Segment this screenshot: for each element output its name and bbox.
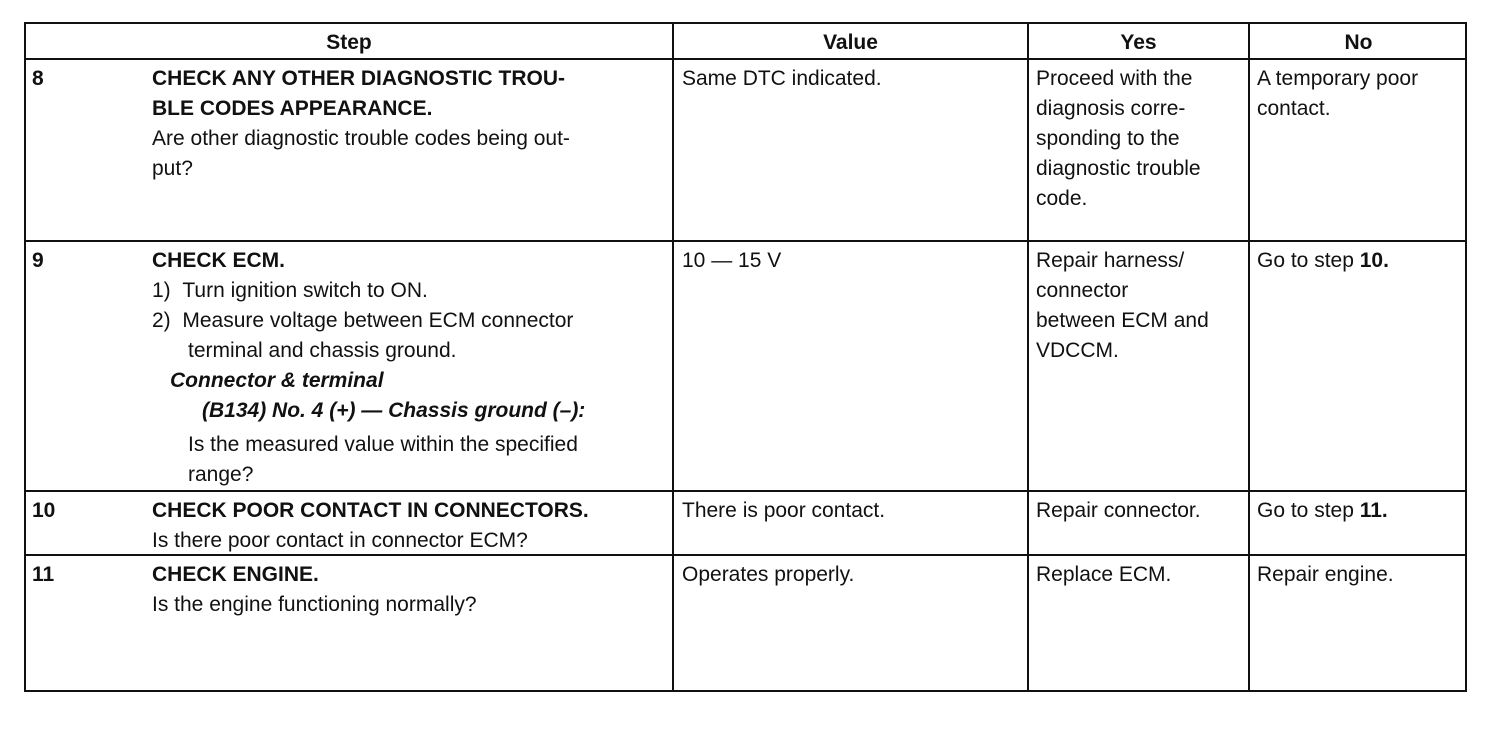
no-prefix: Go to step [1257,249,1360,272]
yes-line: between ECM and [1036,309,1209,332]
yes-line: diagnostic trouble [1036,157,1201,180]
step-title: CHECK ECM. [152,249,286,272]
table-row [26,60,1465,242]
header-yes: Yes [1027,24,1248,58]
procedure-text-continued: terminal and chassis ground. [188,339,457,362]
value-cell: There is poor contact. [672,492,1027,554]
step-number: 9 [32,249,44,272]
procedure-marker: 2) [152,309,171,332]
step-question-line: range? [188,463,254,486]
no-cell: Repair engine. [1248,556,1467,690]
step-cell [150,242,672,490]
step-cell [150,556,672,690]
procedure-step [152,276,668,306]
value-cell: Operates properly. [672,556,1027,690]
step-title: CHECK POOR CONTACT IN CONNECTORS. [152,499,589,522]
yes-line: Repair harness/ [1036,249,1185,272]
step-cell [150,60,672,240]
header-no: No [1248,24,1467,58]
yes-line: code. [1036,187,1088,210]
header-value: Value [672,24,1027,58]
yes-line: diagnosis corre- [1036,97,1186,120]
yes-cell [1027,242,1248,490]
yes-line: sponding to the [1036,127,1180,150]
no-step-ref: 11. [1359,499,1388,522]
step-number: 10 [32,499,56,522]
step-question: Is there poor contact in connector ECM? [152,529,528,552]
yes-cell: Replace ECM. [1027,556,1248,690]
no-step-ref: 10. [1359,249,1389,272]
yes-cell [1027,60,1248,240]
yes-line: Proceed with the [1036,67,1193,90]
step-question-line: Is the measured value within the specified [188,433,578,456]
no-cell [1248,242,1467,490]
value-cell: 10 — 15 V [672,242,1027,490]
procedure-step [152,306,668,336]
connector-heading: Connector & terminal [170,369,384,392]
table-row [26,492,1465,556]
connector-spec: (B134) No. 4 (+) — Chassis ground (–): [202,399,586,422]
step-question-line: put? [152,157,193,180]
procedure-text: Turn ignition switch to ON. [182,279,428,302]
table-header-row [26,24,1465,60]
header-step: Step [326,31,372,54]
yes-line: connector [1036,279,1129,302]
table-row [26,556,1465,690]
procedure-marker: 1) [152,279,171,302]
step-title-line: CHECK ANY OTHER DIAGNOSTIC TROU- [152,67,566,90]
no-cell [1248,492,1467,554]
step-question: Is the engine functioning normally? [152,593,477,616]
step-number: 8 [32,67,44,90]
yes-line: VDCCM. [1036,339,1119,362]
diagnostic-table [24,22,1467,692]
step-title-line: BLE CODES APPEARANCE. [152,97,433,120]
no-cell [1248,60,1467,240]
table-row [26,242,1465,492]
procedure-text: Measure voltage between ECM connector [182,309,574,332]
value-cell: Same DTC indicated. [672,60,1027,240]
step-title: CHECK ENGINE. [152,563,319,586]
yes-cell: Repair connector. [1027,492,1248,554]
no-prefix: Go to step [1257,499,1360,522]
step-number: 11 [32,563,55,586]
no-line: A temporary poor [1257,67,1419,90]
step-cell [150,492,672,554]
step-question-line: Are other diagnostic trouble codes being out- [152,127,570,150]
no-line: contact. [1257,97,1331,120]
